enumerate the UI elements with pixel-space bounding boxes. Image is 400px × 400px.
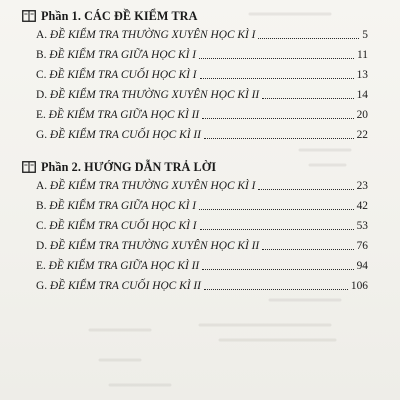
dot-leader bbox=[258, 188, 353, 190]
toc-entry-page: 23 bbox=[356, 180, 368, 192]
toc-entry-prefix: A. bbox=[36, 180, 50, 192]
dot-leader bbox=[200, 77, 354, 79]
dot-leader bbox=[202, 117, 353, 119]
toc-entry-page: 20 bbox=[356, 109, 368, 121]
toc-entry-page: 14 bbox=[356, 89, 368, 101]
toc-entry[interactable] bbox=[36, 237, 368, 253]
toc-entry-prefix: B. bbox=[36, 200, 50, 212]
toc-entry-prefix: C. bbox=[36, 220, 50, 232]
toc-entry-prefix: E. bbox=[36, 109, 49, 121]
toc-entry-page: 94 bbox=[356, 260, 368, 272]
toc-entry[interactable] bbox=[36, 106, 368, 122]
toc-entry[interactable] bbox=[36, 26, 368, 42]
toc-entry-prefix: G. bbox=[36, 129, 50, 141]
toc-entry-title: ĐỀ KIỂM TRA THƯỜNG XUYÊN HỌC KÌ I bbox=[49, 180, 256, 192]
toc-entry-page: 13 bbox=[356, 69, 368, 81]
toc-entry-page: 106 bbox=[350, 280, 368, 292]
dot-leader bbox=[202, 268, 353, 270]
toc-entry-prefix: A. bbox=[36, 29, 50, 41]
section-heading bbox=[22, 159, 216, 175]
toc-entry-title: ĐỀ KIỂM TRA CUỐI HỌC KÌ I bbox=[49, 69, 197, 81]
toc-entry-title: ĐỀ KIỂM TRA GIỮA HỌC KÌ I bbox=[49, 49, 197, 61]
toc-entry-title: ĐỀ KIỂM TRA GIỮA HỌC KÌ II bbox=[48, 260, 200, 272]
dot-leader bbox=[204, 137, 354, 139]
toc-entry[interactable] bbox=[36, 217, 368, 233]
toc-entry[interactable] bbox=[36, 86, 368, 102]
toc-entry-prefix: G. bbox=[36, 280, 50, 292]
section-heading bbox=[22, 8, 197, 24]
toc-entry[interactable] bbox=[36, 277, 368, 293]
toc-entry-page: 11 bbox=[357, 49, 368, 61]
dot-leader bbox=[200, 228, 354, 230]
toc-entry-title: ĐỀ KIỂM TRA CUỐI HỌC KÌ II bbox=[49, 129, 201, 141]
toc-entry-title: ĐỀ KIỂM TRA THƯỜNG XUYÊN HỌC KÌ I bbox=[49, 29, 256, 41]
toc-entry-title: ĐỀ KIỂM TRA THƯỜNG XUYÊN HỌC KÌ II bbox=[49, 89, 260, 101]
book-icon bbox=[22, 10, 36, 22]
dot-leader bbox=[262, 248, 353, 250]
toc-entry-title: ĐỀ KIỂM TRA CUỐI HỌC KÌ I bbox=[49, 220, 197, 232]
toc-entry-page: 42 bbox=[356, 200, 368, 212]
dot-leader bbox=[258, 37, 359, 39]
dot-leader bbox=[262, 97, 353, 99]
toc-entry[interactable] bbox=[36, 46, 368, 62]
toc-entry-prefix: D. bbox=[36, 89, 50, 101]
toc-entry-title: ĐỀ KIỂM TRA GIỮA HỌC KÌ I bbox=[49, 200, 197, 212]
toc-entry-page: 5 bbox=[362, 29, 368, 41]
toc-entry[interactable] bbox=[36, 177, 368, 193]
toc-entry-prefix: C. bbox=[36, 69, 50, 81]
toc-entry-title: ĐỀ KIỂM TRA THƯỜNG XUYÊN HỌC KÌ II bbox=[49, 240, 260, 252]
section-heading-text: Phần 1. CÁC ĐỀ KIỂM TRA bbox=[41, 8, 198, 23]
toc-entry[interactable] bbox=[36, 257, 368, 273]
toc-entry-prefix: D. bbox=[36, 240, 50, 252]
dot-leader bbox=[199, 57, 354, 59]
toc-entry[interactable] bbox=[36, 66, 368, 82]
toc-entry[interactable] bbox=[36, 126, 368, 142]
toc-entry-page: 76 bbox=[356, 240, 368, 252]
toc-entry-prefix: B. bbox=[36, 49, 50, 61]
toc-entry-prefix: E. bbox=[36, 260, 49, 272]
book-icon bbox=[22, 161, 36, 173]
toc-entry-title: ĐỀ KIỂM TRA GIỮA HỌC KÌ II bbox=[48, 109, 200, 121]
dot-leader bbox=[199, 208, 354, 210]
toc-entry-page: 22 bbox=[356, 129, 368, 141]
toc-entry-page: 53 bbox=[356, 220, 368, 232]
dot-leader bbox=[204, 288, 348, 290]
toc-entry[interactable] bbox=[36, 197, 368, 213]
section-heading-text: Phần 2. HƯỚNG DẪN TRẢ LỜI bbox=[41, 159, 217, 174]
toc-entry-title: ĐỀ KIỂM TRA CUỐI HỌC KÌ II bbox=[49, 280, 201, 292]
